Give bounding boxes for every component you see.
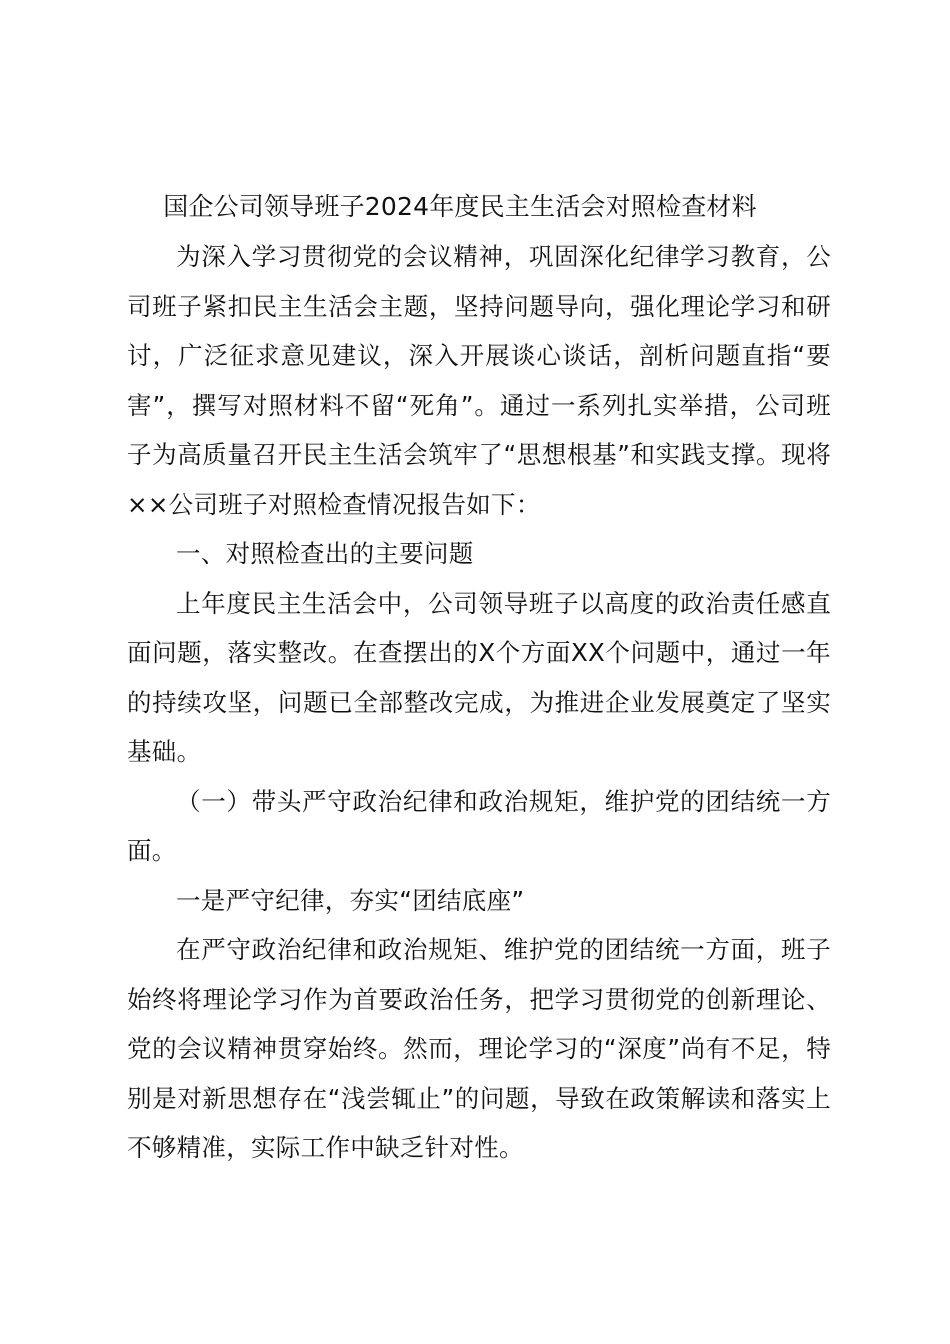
theory-study-paragraph: 在严守政治纪律和政治规矩、维护党的团结统一方面，班子始终将理论学习作为首要政治任务，把学习贯彻党的创新理论、党的会议精神贯穿始终。然而，理论学习的“深度”尚有不足，特别是对新思想存在“浅尝辄止”的问题，导致在政策解读和落实上不够精准，实际工作中缺乏针对性。 [127,935,831,1162]
point-heading-discipline: 一是严守纪律，夯实“团结底座” [176,885,525,915]
intro-paragraph: 为深入学习贯彻党的会议精神，巩固深化纪律学习教育，公司班子紧扣民主生活会主题，坚持问题导向，强化理论学习和研讨，广泛征求意见建议，深入开展谈心谈话，剖析问题直指“要害”，撰写对照材料不留“死角”。通过一系列扎实举措，公司班子为高质量召开民主生活会筑牢了“思想根基”和实践支撑。现将××公司班子对照检查情况报告如下： [127,242,831,519]
rectification-paragraph: 上年度民主生活会中，公司领导班子以高度的政治责任感直面问题，落实整改。在查摆出的X个方面XX个问题中，通过一年的持续攻坚，问题已全部整改完成，为推进企业发展奠定了坚实基础。 [127,588,831,766]
subsection-heading-political-discipline: （一）带头严守政治纪律和政治规矩，维护党的团结统一方面。 [127,786,831,865]
document-body [127,232,831,1173]
section-heading-main-problems: 一、对照检查出的主要问题 [176,539,474,568]
document-title: 国企公司领导班子2024年度民主生活会对照检查材料 [163,192,757,221]
